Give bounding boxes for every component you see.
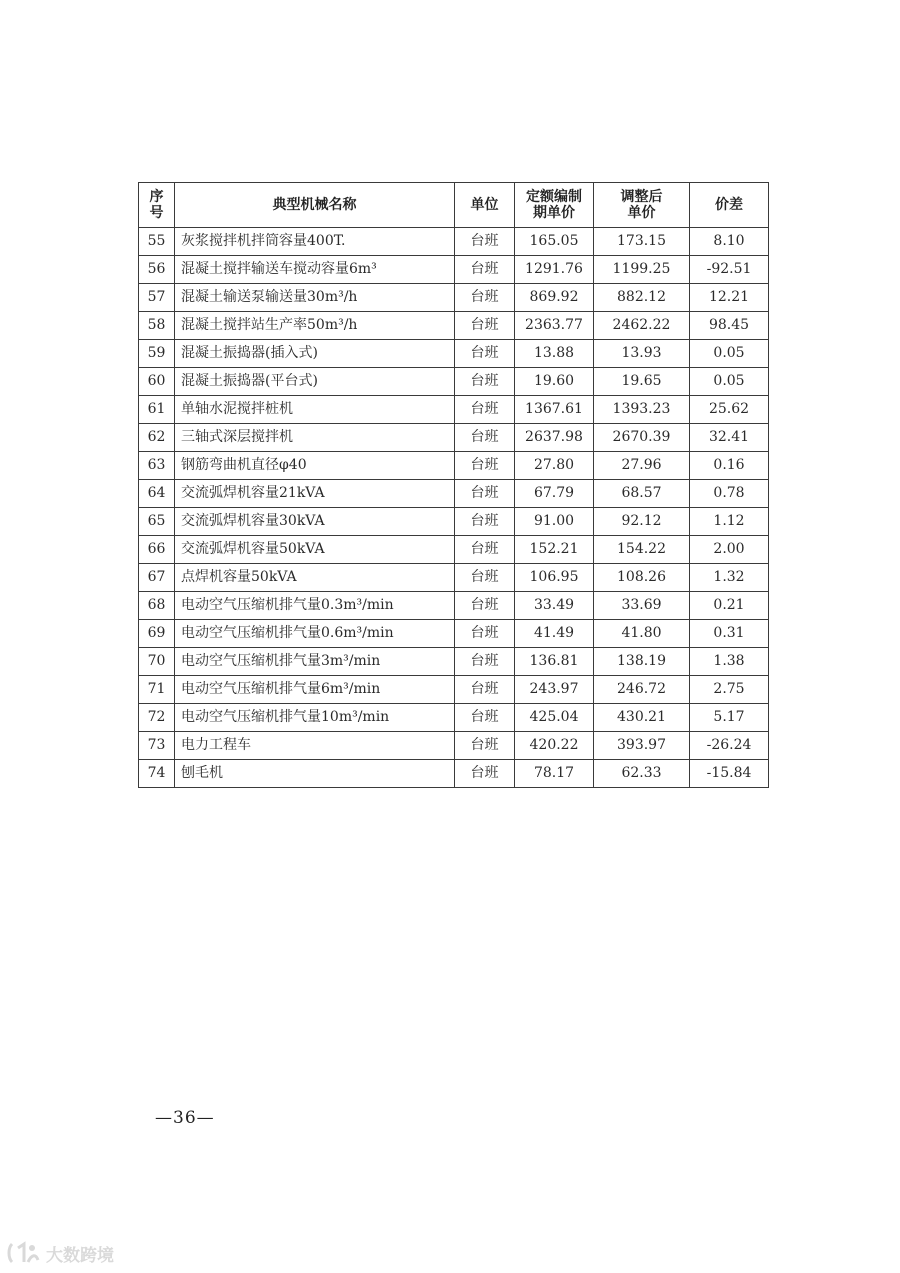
cell-no: 69 (139, 620, 175, 648)
cell-unit: 台班 (455, 732, 515, 760)
cell-base-price: 869.92 (515, 284, 594, 312)
cell-base-price: 67.79 (515, 480, 594, 508)
cell-name: 混凝土振捣器(插入式) (175, 340, 455, 368)
cell-base-price: 2637.98 (515, 424, 594, 452)
cell-base-price: 165.05 (515, 228, 594, 256)
cell-adjusted-price: 246.72 (594, 676, 690, 704)
cell-adjusted-price: 108.26 (594, 564, 690, 592)
cell-name: 交流弧焊机容量21kVA (175, 480, 455, 508)
cell-unit: 台班 (455, 396, 515, 424)
cell-unit: 台班 (455, 760, 515, 788)
table-row (139, 284, 769, 312)
cell-unit: 台班 (455, 340, 515, 368)
cell-name: 电动空气压缩机排气量0.3m³/min (175, 592, 455, 620)
cell-adjusted-price: 68.57 (594, 480, 690, 508)
cell-unit: 台班 (455, 536, 515, 564)
table-row (139, 704, 769, 732)
table-row (139, 424, 769, 452)
cell-unit: 台班 (455, 256, 515, 284)
cell-name: 电动空气压缩机排气量6m³/min (175, 676, 455, 704)
cell-base-price: 1291.76 (515, 256, 594, 284)
cell-no: 66 (139, 536, 175, 564)
cell-name: 点焊机容量50kVA (175, 564, 455, 592)
cell-no: 68 (139, 592, 175, 620)
header-no: 序 号 (139, 183, 175, 228)
watermark-text: 大数跨境 (46, 1245, 114, 1266)
table-row (139, 648, 769, 676)
table-row (139, 480, 769, 508)
cell-base-price: 2363.77 (515, 312, 594, 340)
cell-base-price: 425.04 (515, 704, 594, 732)
cell-no: 73 (139, 732, 175, 760)
cell-unit: 台班 (455, 508, 515, 536)
cell-unit: 台班 (455, 228, 515, 256)
cell-no: 62 (139, 424, 175, 452)
cell-base-price: 19.60 (515, 368, 594, 396)
watermark (6, 1240, 114, 1266)
cell-adjusted-price: 1393.23 (594, 396, 690, 424)
table-row (139, 760, 769, 788)
cell-base-price: 420.22 (515, 732, 594, 760)
cell-diff: 12.21 (690, 284, 769, 312)
cell-diff: -92.51 (690, 256, 769, 284)
cell-adjusted-price: 1199.25 (594, 256, 690, 284)
cell-diff: 0.78 (690, 480, 769, 508)
cell-no: 60 (139, 368, 175, 396)
cell-diff: 0.16 (690, 452, 769, 480)
cell-adjusted-price: 92.12 (594, 508, 690, 536)
cell-no: 57 (139, 284, 175, 312)
cell-adjusted-price: 41.80 (594, 620, 690, 648)
cell-unit: 台班 (455, 284, 515, 312)
cell-base-price: 1367.61 (515, 396, 594, 424)
cell-adjusted-price: 173.15 (594, 228, 690, 256)
cell-adjusted-price: 62.33 (594, 760, 690, 788)
cell-diff: -15.84 (690, 760, 769, 788)
cell-base-price: 91.00 (515, 508, 594, 536)
cell-diff: 0.21 (690, 592, 769, 620)
cell-diff: 2.00 (690, 536, 769, 564)
cell-unit: 台班 (455, 592, 515, 620)
cell-name: 交流弧焊机容量50kVA (175, 536, 455, 564)
cell-no: 72 (139, 704, 175, 732)
machinery-price-table (138, 182, 769, 788)
cell-base-price: 152.21 (515, 536, 594, 564)
table-row (139, 564, 769, 592)
cell-name: 电力工程车 (175, 732, 455, 760)
cell-unit: 台班 (455, 704, 515, 732)
table-row (139, 228, 769, 256)
cell-no: 63 (139, 452, 175, 480)
cell-name: 电动空气压缩机排气量10m³/min (175, 704, 455, 732)
cell-base-price: 78.17 (515, 760, 594, 788)
cell-diff: 98.45 (690, 312, 769, 340)
cell-unit: 台班 (455, 452, 515, 480)
cell-base-price: 33.49 (515, 592, 594, 620)
cell-name: 刨毛机 (175, 760, 455, 788)
table-row (139, 508, 769, 536)
header-unit: 单位 (455, 183, 515, 228)
cell-diff: 0.31 (690, 620, 769, 648)
cell-name: 混凝土搅拌输送车搅动容量6m³ (175, 256, 455, 284)
cell-unit: 台班 (455, 368, 515, 396)
cell-diff: 2.75 (690, 676, 769, 704)
cell-adjusted-price: 33.69 (594, 592, 690, 620)
table-row (139, 592, 769, 620)
table-body (139, 228, 769, 788)
cell-adjusted-price: 882.12 (594, 284, 690, 312)
cell-diff: 1.32 (690, 564, 769, 592)
watermark-logo-icon (6, 1240, 40, 1266)
cell-diff: 1.38 (690, 648, 769, 676)
cell-diff: 5.17 (690, 704, 769, 732)
table-row (139, 676, 769, 704)
cell-no: 61 (139, 396, 175, 424)
cell-no: 71 (139, 676, 175, 704)
cell-unit: 台班 (455, 620, 515, 648)
cell-name: 电动空气压缩机排气量3m³/min (175, 648, 455, 676)
cell-unit: 台班 (455, 312, 515, 340)
cell-adjusted-price: 393.97 (594, 732, 690, 760)
cell-diff: 0.05 (690, 340, 769, 368)
cell-base-price: 41.49 (515, 620, 594, 648)
cell-unit: 台班 (455, 480, 515, 508)
cell-no: 65 (139, 508, 175, 536)
cell-adjusted-price: 2670.39 (594, 424, 690, 452)
cell-adjusted-price: 138.19 (594, 648, 690, 676)
table-row (139, 396, 769, 424)
cell-no: 59 (139, 340, 175, 368)
cell-adjusted-price: 2462.22 (594, 312, 690, 340)
cell-unit: 台班 (455, 648, 515, 676)
cell-base-price: 136.81 (515, 648, 594, 676)
cell-name: 混凝土输送泵输送量30m³/h (175, 284, 455, 312)
cell-diff: 8.10 (690, 228, 769, 256)
table-row (139, 312, 769, 340)
cell-unit: 台班 (455, 564, 515, 592)
cell-diff: 1.12 (690, 508, 769, 536)
page-number: —36— (155, 1108, 215, 1128)
cell-no: 55 (139, 228, 175, 256)
cell-name: 混凝土搅拌站生产率50m³/h (175, 312, 455, 340)
cell-diff: 25.62 (690, 396, 769, 424)
cell-no: 74 (139, 760, 175, 788)
cell-no: 58 (139, 312, 175, 340)
cell-adjusted-price: 430.21 (594, 704, 690, 732)
cell-unit: 台班 (455, 676, 515, 704)
table-row (139, 452, 769, 480)
cell-no: 67 (139, 564, 175, 592)
table-row (139, 536, 769, 564)
cell-name: 三轴式深层搅拌机 (175, 424, 455, 452)
cell-base-price: 13.88 (515, 340, 594, 368)
cell-no: 56 (139, 256, 175, 284)
cell-name: 钢筋弯曲机直径φ40 (175, 452, 455, 480)
table-row (139, 340, 769, 368)
header-base-price: 定额编制 期单价 (515, 183, 594, 228)
cell-name: 电动空气压缩机排气量0.6m³/min (175, 620, 455, 648)
header-diff: 价差 (690, 183, 769, 228)
header-name: 典型机械名称 (175, 183, 455, 228)
cell-name: 交流弧焊机容量30kVA (175, 508, 455, 536)
table-row (139, 620, 769, 648)
cell-unit: 台班 (455, 424, 515, 452)
table-header-row (139, 183, 769, 228)
cell-name: 灰浆搅拌机拌筒容量400T. (175, 228, 455, 256)
cell-diff: 0.05 (690, 368, 769, 396)
table-row (139, 368, 769, 396)
cell-diff: 32.41 (690, 424, 769, 452)
cell-no: 70 (139, 648, 175, 676)
header-adjusted-price: 调整后 单价 (594, 183, 690, 228)
cell-diff: -26.24 (690, 732, 769, 760)
table-row (139, 732, 769, 760)
table-row (139, 256, 769, 284)
cell-base-price: 243.97 (515, 676, 594, 704)
cell-adjusted-price: 27.96 (594, 452, 690, 480)
cell-name: 混凝土振捣器(平台式) (175, 368, 455, 396)
cell-adjusted-price: 154.22 (594, 536, 690, 564)
cell-base-price: 27.80 (515, 452, 594, 480)
cell-adjusted-price: 13.93 (594, 340, 690, 368)
cell-no: 64 (139, 480, 175, 508)
cell-adjusted-price: 19.65 (594, 368, 690, 396)
cell-base-price: 106.95 (515, 564, 594, 592)
cell-name: 单轴水泥搅拌桩机 (175, 396, 455, 424)
